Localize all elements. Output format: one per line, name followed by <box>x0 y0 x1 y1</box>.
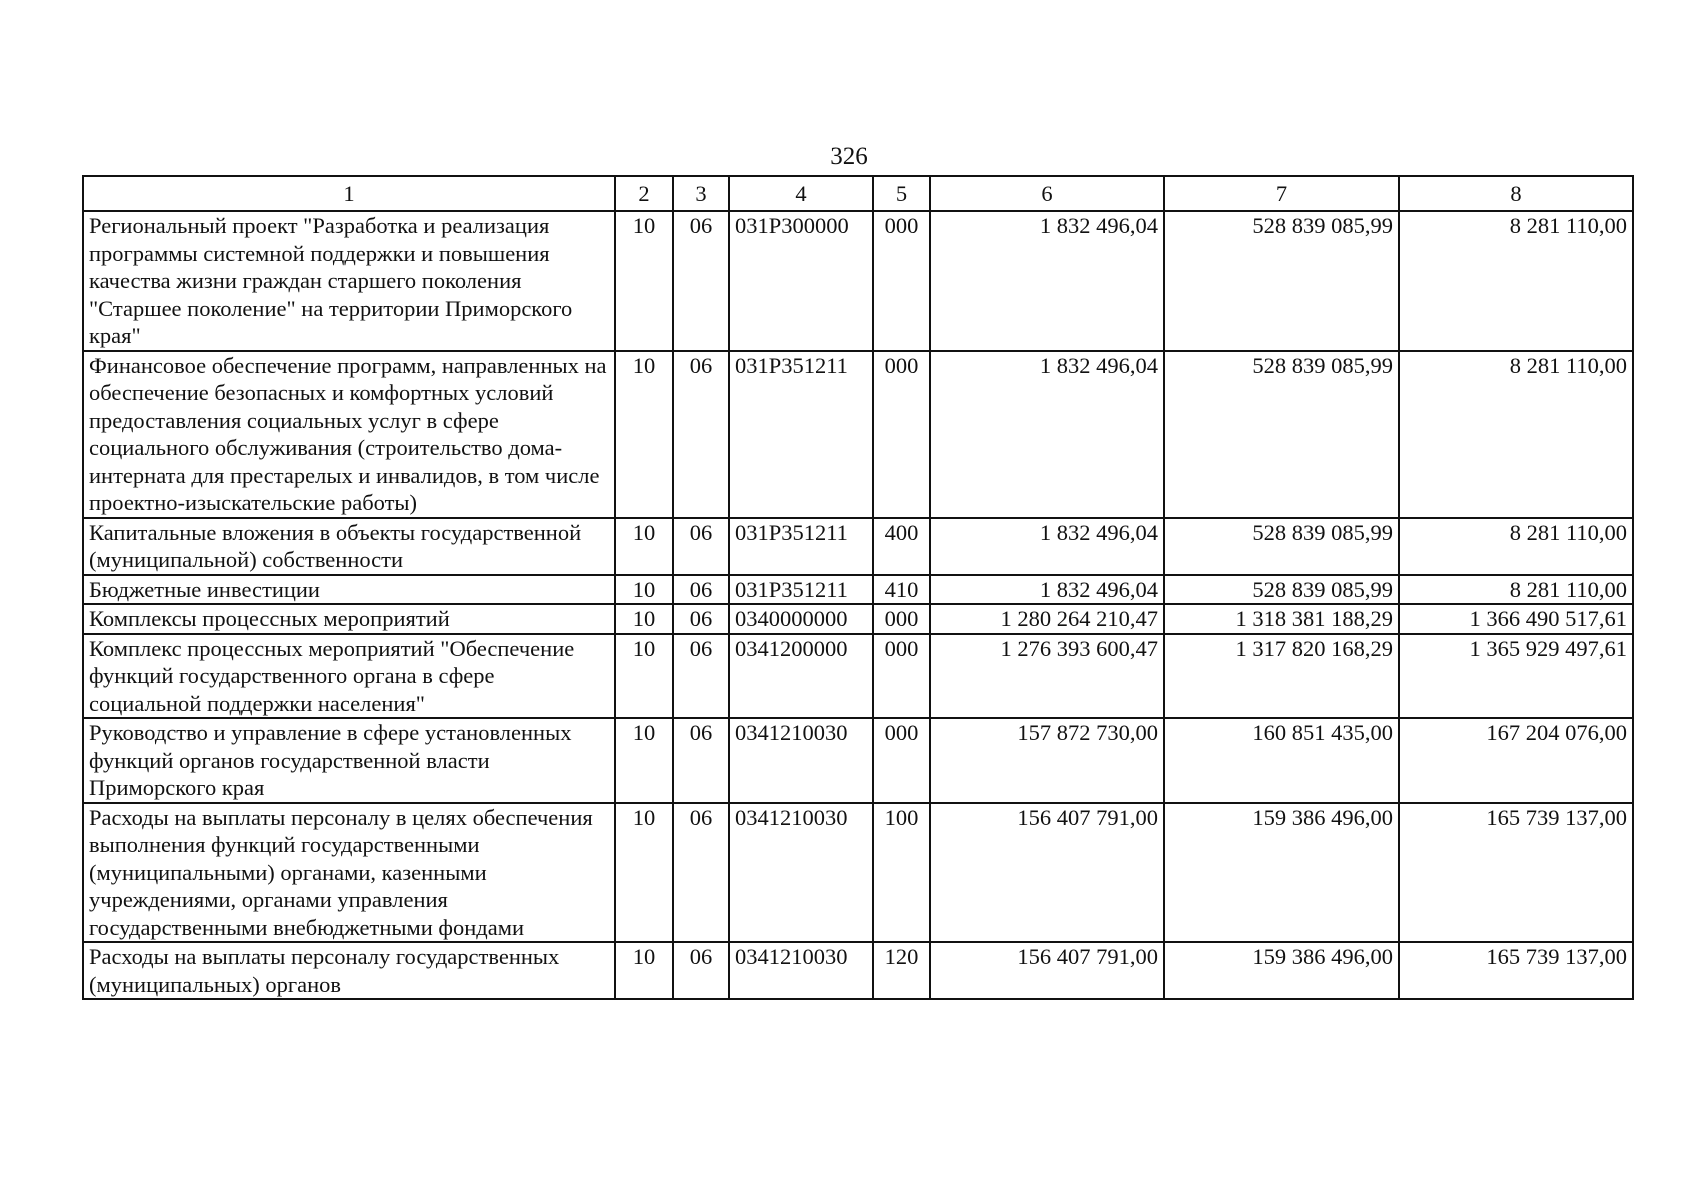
table-row <box>83 575 1633 605</box>
table-row <box>83 634 1633 719</box>
cell-amount-8: 1 366 490 517,61 <box>1399 604 1633 634</box>
cell-subsection: 06 <box>673 518 729 575</box>
cell-amount-6: 156 407 791,00 <box>930 803 1164 943</box>
cell-target-code: 0340000000 <box>729 604 873 634</box>
cell-amount-7: 528 839 085,99 <box>1164 351 1399 518</box>
table-row <box>83 211 1633 351</box>
cell-expense-type: 000 <box>873 604 930 634</box>
cell-amount-7: 160 851 435,00 <box>1164 718 1399 803</box>
cell-expense-type: 000 <box>873 718 930 803</box>
cell-subsection: 06 <box>673 575 729 605</box>
header-row <box>83 176 1633 211</box>
cell-amount-8: 1 365 929 497,61 <box>1399 634 1633 719</box>
cell-target-code: 031P351211 <box>729 518 873 575</box>
cell-section: 10 <box>615 718 673 803</box>
cell-section: 10 <box>615 518 673 575</box>
cell-name: Комплексы процессных мероприятий <box>83 604 615 634</box>
cell-amount-6: 1 280 264 210,47 <box>930 604 1164 634</box>
cell-amount-7: 1 318 381 188,29 <box>1164 604 1399 634</box>
cell-name: Комплекс процессных мероприятий "Обеспечение функций государственного органа в сфере социальной поддержки населения" <box>83 634 615 719</box>
cell-subsection: 06 <box>673 942 729 999</box>
cell-section: 10 <box>615 942 673 999</box>
cell-amount-6: 1 832 496,04 <box>930 211 1164 351</box>
cell-expense-type: 000 <box>873 634 930 719</box>
cell-amount-6: 1 832 496,04 <box>930 351 1164 518</box>
cell-subsection: 06 <box>673 604 729 634</box>
cell-amount-7: 528 839 085,99 <box>1164 575 1399 605</box>
cell-section: 10 <box>615 803 673 943</box>
cell-amount-7: 528 839 085,99 <box>1164 518 1399 575</box>
table-row <box>83 718 1633 803</box>
cell-amount-7: 159 386 496,00 <box>1164 942 1399 999</box>
column-header: 1 <box>83 176 615 211</box>
cell-amount-6: 156 407 791,00 <box>930 942 1164 999</box>
column-header: 6 <box>930 176 1164 211</box>
cell-amount-8: 165 739 137,00 <box>1399 942 1633 999</box>
cell-amount-6: 157 872 730,00 <box>930 718 1164 803</box>
table-row <box>83 803 1633 943</box>
cell-target-code: 031P300000 <box>729 211 873 351</box>
cell-expense-type: 000 <box>873 211 930 351</box>
cell-amount-8: 165 739 137,00 <box>1399 803 1633 943</box>
cell-amount-8: 8 281 110,00 <box>1399 211 1633 351</box>
cell-target-code: 0341210030 <box>729 942 873 999</box>
page-number: 326 <box>830 143 868 170</box>
cell-name: Бюджетные инвестиции <box>83 575 615 605</box>
cell-section: 10 <box>615 351 673 518</box>
cell-target-code: 0341210030 <box>729 803 873 943</box>
cell-name: Региональный проект "Разработка и реализация программы системной поддержки и повышения качества жизни граждан старшего поколения "Старшее поколение" на территории Приморского края" <box>83 211 615 351</box>
cell-subsection: 06 <box>673 718 729 803</box>
cell-subsection: 06 <box>673 803 729 943</box>
cell-expense-type: 000 <box>873 351 930 518</box>
cell-name: Капитальные вложения в объекты государственной (муниципальной) собственности <box>83 518 615 575</box>
cell-target-code: 0341200000 <box>729 634 873 719</box>
cell-target-code: 031P351211 <box>729 351 873 518</box>
cell-subsection: 06 <box>673 211 729 351</box>
cell-expense-type: 410 <box>873 575 930 605</box>
cell-amount-7: 528 839 085,99 <box>1164 211 1399 351</box>
budget-table <box>82 175 1634 1000</box>
cell-subsection: 06 <box>673 351 729 518</box>
cell-section: 10 <box>615 634 673 719</box>
table-row <box>83 518 1633 575</box>
cell-target-code: 031P351211 <box>729 575 873 605</box>
cell-section: 10 <box>615 575 673 605</box>
cell-section: 10 <box>615 211 673 351</box>
cell-amount-8: 8 281 110,00 <box>1399 518 1633 575</box>
cell-amount-6: 1 276 393 600,47 <box>930 634 1164 719</box>
table-row <box>83 604 1633 634</box>
cell-subsection: 06 <box>673 634 729 719</box>
cell-name: Расходы на выплаты персоналу в целях обеспечения выполнения функций государственными (муниципальными) органами, казенными учреждениями, органами управления государственными внебюджетными фондами <box>83 803 615 943</box>
column-header: 4 <box>729 176 873 211</box>
column-header: 8 <box>1399 176 1633 211</box>
cell-amount-6: 1 832 496,04 <box>930 575 1164 605</box>
cell-amount-8: 167 204 076,00 <box>1399 718 1633 803</box>
cell-expense-type: 120 <box>873 942 930 999</box>
cell-section: 10 <box>615 604 673 634</box>
cell-name: Расходы на выплаты персоналу государственных (муниципальных) органов <box>83 942 615 999</box>
cell-amount-8: 8 281 110,00 <box>1399 351 1633 518</box>
cell-amount-7: 159 386 496,00 <box>1164 803 1399 943</box>
column-header: 3 <box>673 176 729 211</box>
cell-amount-7: 1 317 820 168,29 <box>1164 634 1399 719</box>
cell-name: Руководство и управление в сфере установленных функций органов государственной власти Приморского края <box>83 718 615 803</box>
column-header: 2 <box>615 176 673 211</box>
cell-expense-type: 100 <box>873 803 930 943</box>
column-header: 5 <box>873 176 930 211</box>
cell-amount-8: 8 281 110,00 <box>1399 575 1633 605</box>
table-row <box>83 351 1633 518</box>
cell-expense-type: 400 <box>873 518 930 575</box>
cell-name: Финансовое обеспечение программ, направленных на обеспечение безопасных и комфортных условий предоставления социальных услуг в сфере социального обслуживания (строительство дома-интерната для престарелых и инвалидов, в том числе проектно-изыскательские работы) <box>83 351 615 518</box>
cell-amount-6: 1 832 496,04 <box>930 518 1164 575</box>
table-row <box>83 942 1633 999</box>
column-header: 7 <box>1164 176 1399 211</box>
cell-target-code: 0341210030 <box>729 718 873 803</box>
